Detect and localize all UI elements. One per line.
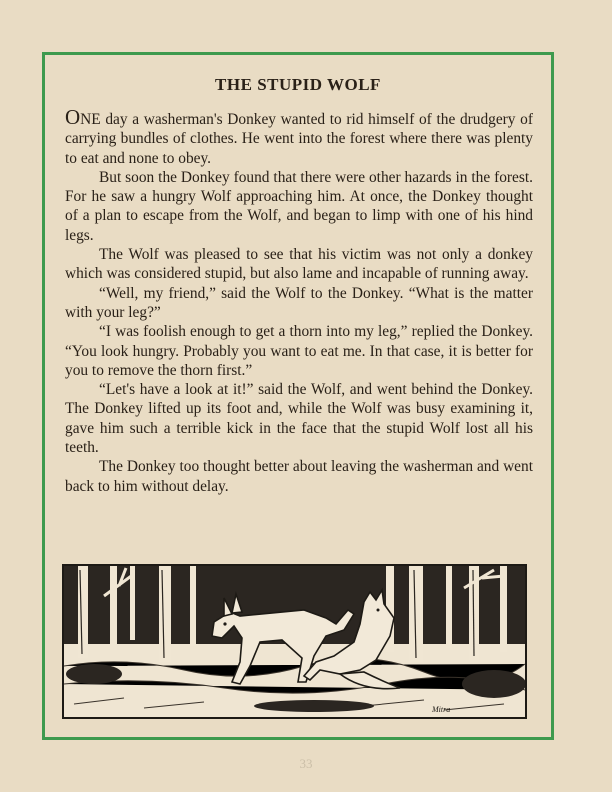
- story-paragraph: “I was foolish enough to get a thorn into my leg,” replied the Donkey. “You look hungry. Probably you want to eat me. In that case, it is better for you to remove the thorn first.”: [65, 323, 533, 379]
- page-number: 33: [299, 756, 313, 771]
- story-paragraph: “Let's have a look at it!” said the Wolf, and went behind the Donkey. The Donkey lifted up its foot and, while the Wolf was busy examining it, gave him such a terrible kick in the face that the stupid Wolf lost all his teeth.: [65, 381, 533, 457]
- artist-signature: Mitra: [432, 705, 451, 714]
- story-paragraph: The Wolf was pleased to see that his victim was not only a donkey which was considered stupid, but also lame and incapable of running away.: [65, 246, 533, 283]
- story-paragraph: The Donkey too thought better about leaving the washerman and went back to him without delay.: [65, 458, 533, 495]
- story-paragraph: But soon the Donkey found that there were other hazards in the forest. For he saw a hungry Wolf approaching him. At once, the Donkey thought of a plan to escape from the Wolf, and began to limp with one of his hind legs.: [65, 168, 533, 244]
- story-paragraph: “Well, my friend,” said the Wolf to the Donkey. “What is the matter with your leg?”: [65, 284, 533, 321]
- story-text: [65, 105, 533, 496]
- page-border: [42, 52, 554, 740]
- donkey-kicking-wolf-illustration: [62, 564, 527, 719]
- drop-cap: O: [65, 105, 81, 129]
- story-title: THE STUPID WOLF: [215, 75, 381, 94]
- story-paragraph: ONE day a washerman's Donkey wanted to rid himself of the drudgery of carrying bundles of clothes. He went into the forest where there was plenty to eat and none to obey.: [65, 105, 533, 167]
- forest-scene-image: [64, 566, 525, 717]
